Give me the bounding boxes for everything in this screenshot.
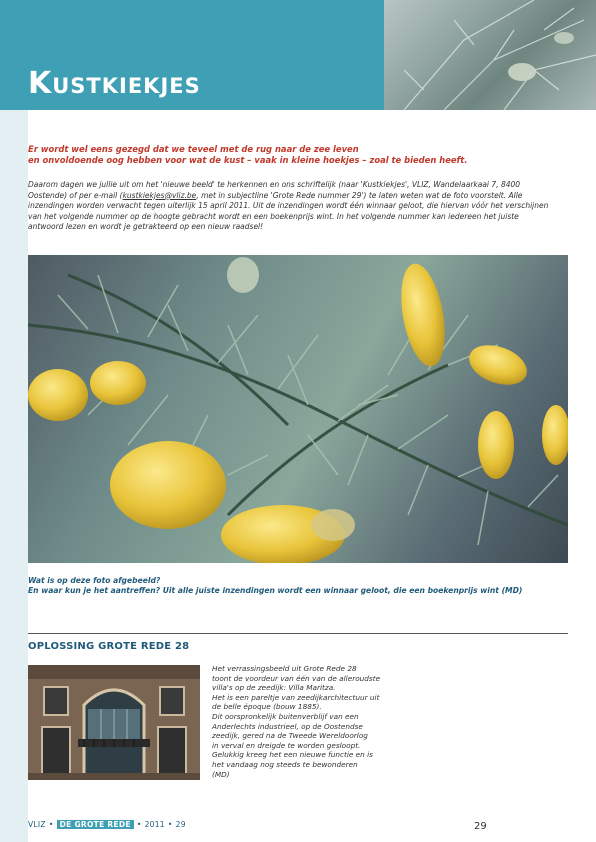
footer-separator: • [167,820,173,829]
solution-line: de belle époque (bouw 1885). [212,702,322,712]
body-text-part-1: Daarom dagen we jullie uit om het 'nieuwe beeld' te herkennen en ons schriftelijk (naar 'Kustkiekjes', VLIZ, Wandelaarkaai 7, 8400 Oostende) of per e-mail ( [28,180,521,200]
intro-line-1: Er wordt wel eens gezegd dat we teveel met de rug naar de zee leven [28,144,359,154]
solution-line: villa's op de zeedijk: Villa Maritza. [212,683,336,693]
solution-line: Dit oorspronkelijk buitenverblijf van een [212,711,359,721]
footer-separator: • [136,820,142,829]
page-number: 29 [474,821,487,832]
question-line-2: En waar kun je het aantreffen? Uit alle juiste inzendingen wordt een winnaar geloot, die een boekenprijs wint (MD) [28,586,523,596]
footer-issue: 29 [175,820,186,829]
gorse-illustration [28,255,568,563]
email-link[interactable]: kustkiekjes@vliz.be [122,190,197,200]
page-footer [28,820,186,829]
header-band [0,0,384,110]
villa-illustration [28,665,200,780]
solution-heading: OPLOSSING GROTE REDE 28 [28,641,190,652]
body-paragraph [28,180,554,233]
solution-line: (MD) [212,769,230,779]
solution-line: het vandaag nog steeds te bewonderen [212,759,358,769]
question-line-1: Wat is op deze foto afgebeeld? [28,576,161,585]
solution-line: Gelukkig kreeg het een nieuwe functie en is [212,750,373,760]
footer-org: VLIZ [28,820,46,829]
solution-line: Anderlechts industrieel, op de Oostendse [212,721,363,731]
main-gorse-photo [28,255,568,563]
solution-text [212,664,392,779]
footer-year: 2011 [144,820,165,829]
section-divider [28,633,568,634]
footer-magazine-badge: DE GROTE REDE [57,820,134,829]
solution-line: Het verrassingsbeeld uit Grote Rede 28 [212,664,357,673]
header-photo-illustration [384,0,596,110]
solution-line: zeedijk, gered na de Tweede Wereldoorlog [212,731,368,741]
intro-line-2: en onvoldoende oog hebben voor wat de kust – vaak in kleine hoekjes – zoal te bieden heeft. [28,154,468,165]
left-margin-strip [0,110,28,842]
intro-text [28,144,548,165]
footer-separator: • [48,820,54,829]
body-text-part-2: , met in subjectline 'Grote Rede nummer 29') te laten weten wat de foto voorstelt. Alle inzendingen worden verwacht tegen uiterlijk 15 april 2011. Uit de inzendingen wordt één winnaar geloot, die hiervan vóór het verschijnen van het volgende nummer op de hoogte gebracht wordt en een boekenprijs wint. In het volgende nummer kan iedereen het juiste antwoord lezen en wordt je getrakteerd op een nieuw raadsel! [28,190,549,232]
solution-line: in verval en dreigde te worden gesloopt. [212,740,361,750]
solution-line: toont de voordeur van één van de alleroudste [212,673,381,683]
photo-question [28,576,568,597]
villa-maritza-photo [28,665,200,780]
solution-line: Het is een pareltje van zeedijkarchitectuur uit [212,692,380,702]
page-title: Kustkiekjes [28,66,201,101]
header-gorse-photo [384,0,596,110]
